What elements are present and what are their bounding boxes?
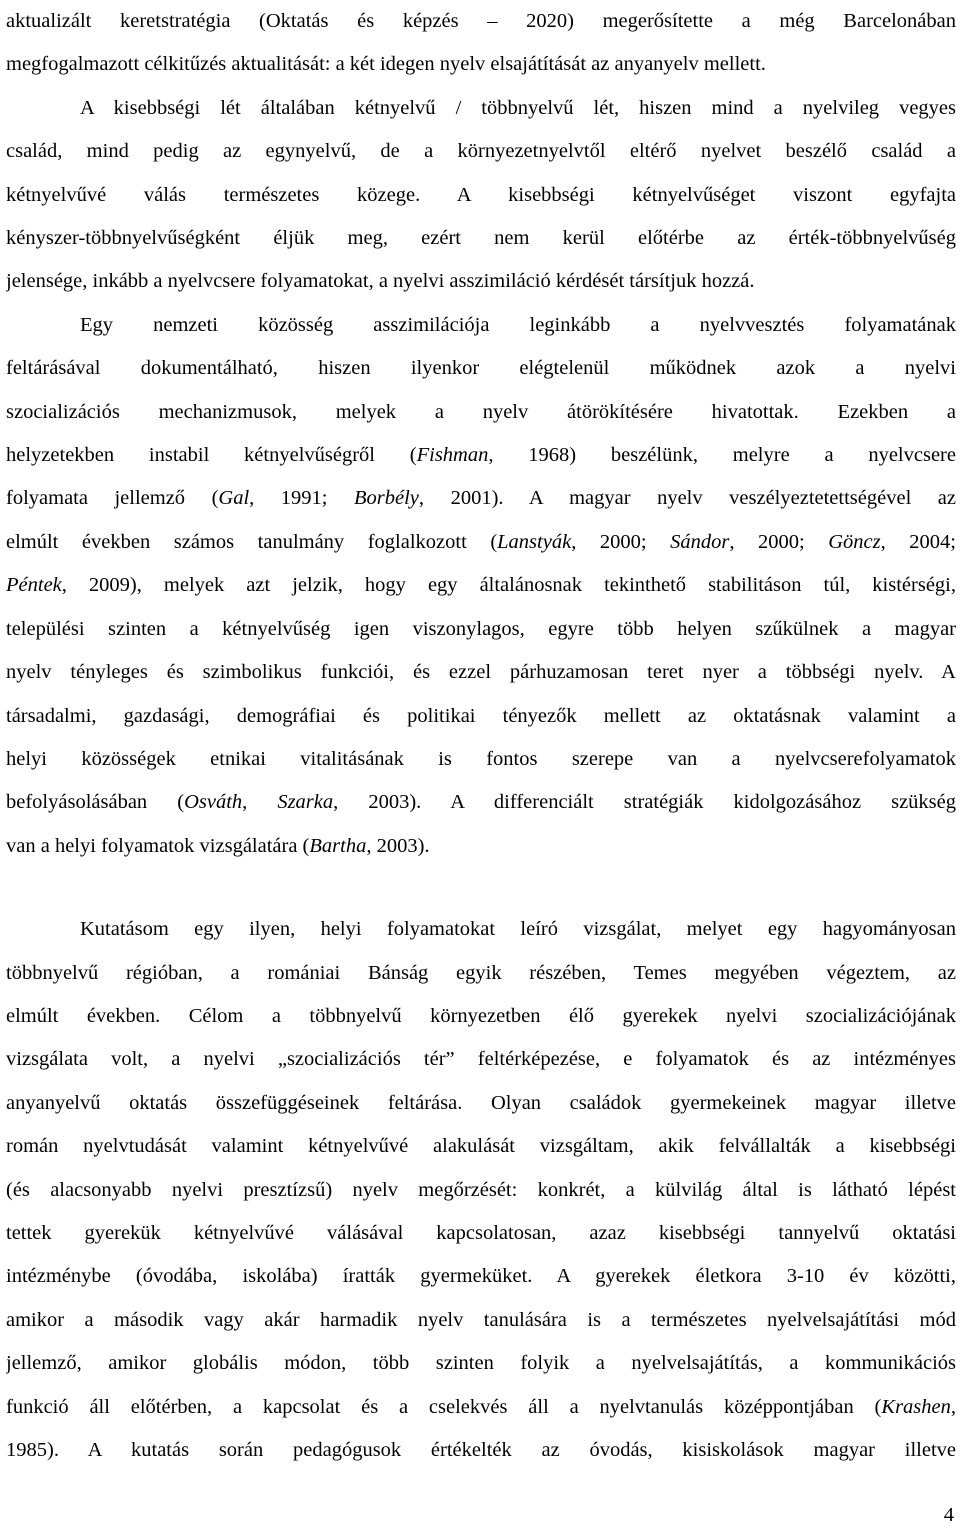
paragraph-2 (6, 87, 956, 304)
text-line: Péntek, 2009), melyek azt jelzik, hogy egy általánosnak tekinthető stabilitáson túl, kistérségi, (6, 574, 956, 597)
text-line: elmúlt években. Célom a többnyelvű környezetben élő gyerekek nyelvi szocializációjának (6, 1004, 956, 1027)
text-line: funkció áll előtérben, a kapcsolat és a cselekvés áll a nyelvtanulás középpontjában (Krashen, (6, 1395, 956, 1418)
paragraph-spacer (6, 868, 956, 908)
text-line: amikor a második vagy akár harmadik nyelv tanulására is a természetes nyelvelsajátítási mód (6, 1308, 956, 1331)
text-line: (és alacsonyabb nyelvi presztízsű) nyelv megőrzését: konkrét, a külvilág által is látható lépést (6, 1178, 956, 1201)
text-line: kényszer-többnyelvűségként éljük meg, ezért nem kerül előtérbe az érték-többnyelvűség (6, 227, 956, 250)
text-line: feltárásával dokumentálható, hiszen ilyenkor elégtelenül működnek azok a nyelvi (6, 357, 956, 380)
text-line: anyanyelvű oktatás összefüggéseinek feltárása. Olyan családok gyermekeinek magyar illetve (6, 1091, 956, 1114)
text-line: jellemző, amikor globális módon, több szinten folyik a nyelvelsajátítás, a kommunikációs (6, 1352, 956, 1375)
text-line: helyzetekben instabil kétnyelvűségről (Fishman, 1968) beszélünk, melyre a nyelvcsere (6, 444, 956, 467)
text-line: társadalmi, gazdasági, demográfiai és politikai tényezők mellett az oktatásnak valamint a (6, 704, 956, 727)
text-line: elmúlt években számos tanulmány foglalkozott (Lanstyák, 2000; Sándor, 2000; Göncz, 2004; (6, 530, 956, 553)
text-line: család, mind pedig az egynyelvű, de a környezetnyelvtől eltérő nyelvet beszélő család a (6, 140, 956, 163)
page-number: 4 (943, 1504, 954, 1526)
text-line: jelensége, inkább a nyelvcsere folyamatokat, a nyelvi asszimiláció kérdését társítjuk hozzá. (6, 270, 755, 293)
text-line: szocializációs mechanizmusok, melyek a nyelv átörökítésére hivatottak. Ezekben a (6, 400, 956, 423)
text-line: Kutatásom egy ilyen, helyi folyamatokat leíró vizsgálat, melyet egy hagyományosan (80, 918, 956, 941)
paragraph-4 (6, 908, 956, 1472)
text-line: települési szinten a kétnyelvűség igen viszonylagos, egyre több helyen szűkülnek a magyar (6, 617, 956, 640)
text-line: 1985). A kutatás során pedagógusok értékelték az óvodás, kisiskolások magyar illetve (6, 1439, 956, 1461)
text-line: vizsgálata volt, a nyelvi „szocializációs tér” feltérképezése, e folyamatok és az intézményes (6, 1048, 956, 1071)
text-line: tettek gyerekük kétnyelvűvé válásával kapcsolatosan, azaz kisebbségi tannyelvű oktatási (6, 1221, 956, 1244)
text-line: folyamata jellemző (Gal, 1991; Borbély, 2001). A magyar nyelv veszélyeztetettségével az (6, 487, 956, 510)
text-line: Egy nemzeti közösség asszimilációja leginkább a nyelvvesztés folyamatának (80, 313, 956, 336)
paragraph-3 (6, 304, 956, 868)
text-line: román nyelvtudását valamint kétnyelvűvé alakulását vizsgáltam, akik felvállalták a kisebbségi (6, 1135, 956, 1158)
text-line: megfogalmazott célkitűzés aktualitását: a két idegen nyelv elsajátítását az anyanyelv mellett. (6, 53, 766, 76)
paragraph-1 (6, 0, 956, 87)
text-line: befolyásolásában (Osváth, Szarka, 2003). A differenciált stratégiák kidolgozásához szükség (6, 791, 956, 814)
text-line: nyelv tényleges és szimbolikus funkciói, és ezzel párhuzamosan teret nyer a többségi nyelv. A (6, 661, 956, 684)
text-line: kétnyelvűvé válás természetes közege. A kisebbségi kétnyelvűséget viszont egyfajta (6, 183, 956, 206)
text-line: intézménybe (óvodába, iskolába) íratták gyermeküket. A gyerekek életkora 3-10 év közötti, (6, 1265, 956, 1288)
text-line: helyi közösségek etnikai vitalitásának is fontos szerepe van a nyelvcserefolyamatok (6, 747, 956, 770)
text-line: aktualizált keretstratégia (Oktatás és képzés – 2020) megerősítette a még Barcelonában (6, 10, 956, 32)
text-line: van a helyi folyamatok vizsgálatára (Bartha, 2003). (6, 834, 430, 857)
text-line: A kisebbségi lét általában kétnyelvű / többnyelvű lét, hiszen mind a nyelvileg vegyes (80, 96, 956, 119)
text-line: többnyelvű régióban, a romániai Bánság egyik részében, Temes megyében végeztem, az (6, 961, 956, 984)
document-page (6, 0, 956, 1472)
